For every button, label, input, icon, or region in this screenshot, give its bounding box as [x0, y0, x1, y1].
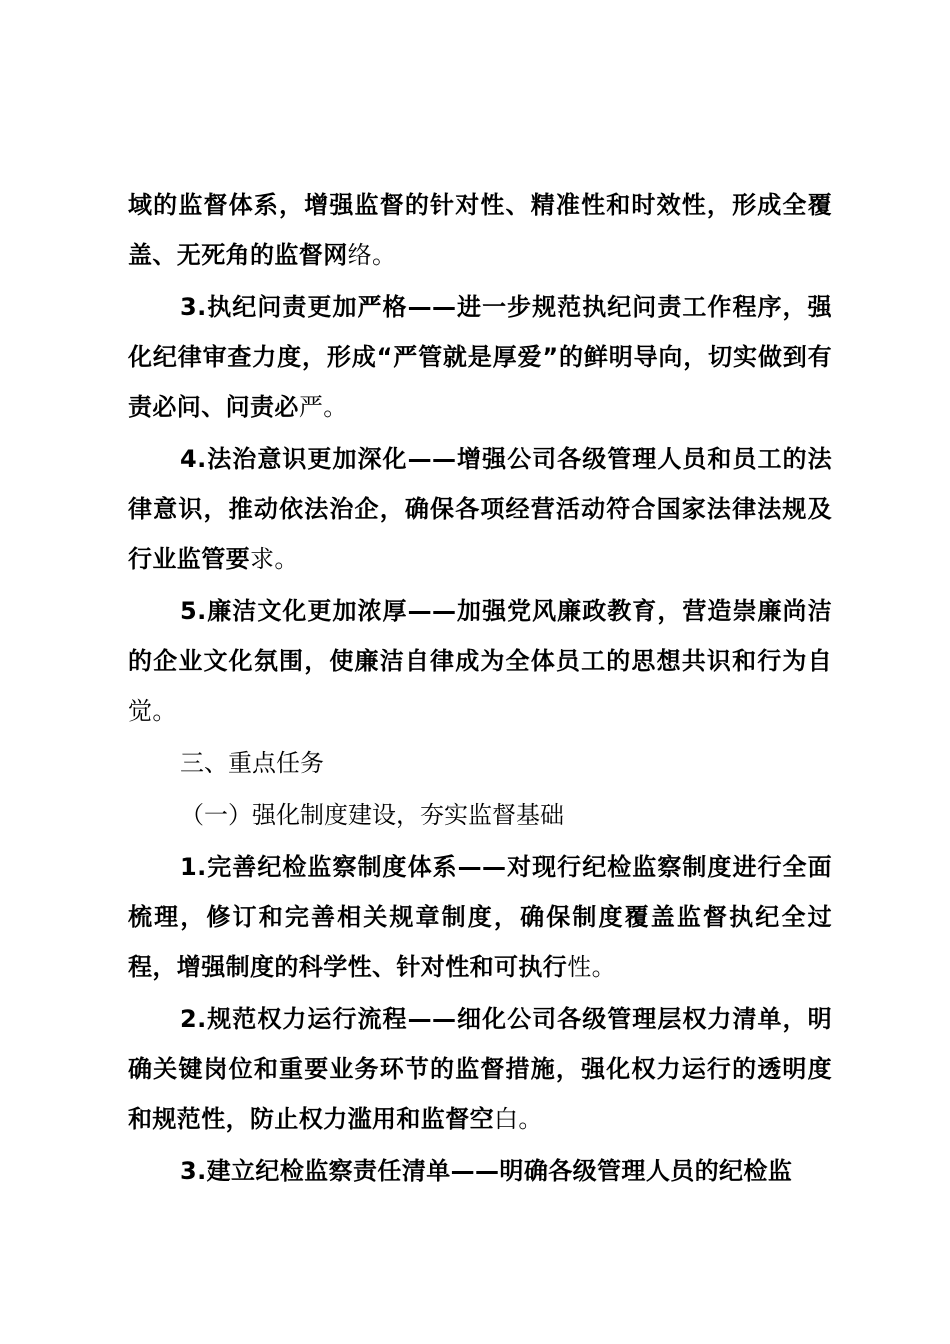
- paragraph-bold-text: 3.建立纪检监察责任清单——明确各级管理人员的纪检监: [180, 1157, 793, 1185]
- subsection-heading: （一）强化制度建设，夯实监督基础: [180, 801, 564, 829]
- paragraph-tail-text: 白。: [494, 1105, 543, 1133]
- paragraph-task-responsibility-list: [128, 1146, 832, 1196]
- paragraph-task-system: [128, 842, 832, 992]
- paragraph-bold-text: 域的监督体系，增强监督的针对性、精准性和时效性，形成全覆盖、无死角的监督网: [128, 191, 832, 269]
- paragraph-discipline-accountability: [128, 282, 832, 432]
- paragraph-bold-text: 4.法治意识更加深化——增强公司各级管理人员和员工的法律意识，推动依法治企，确保各项经营活动符合国家法律法规及行业监管要: [128, 445, 832, 573]
- paragraph-bold-text: 5.廉洁文化更加浓厚——加强党风廉政教育，营造崇廉尚洁的企业文化氛围，使廉洁自律成为全体员工的思想共识和行为自: [128, 597, 832, 675]
- paragraph-integrity-culture: [128, 586, 832, 736]
- paragraph-tail-text: 觉。: [128, 697, 177, 725]
- paragraph-tail-text: 求。: [250, 545, 299, 573]
- paragraph-bold-text: 1.完善纪检监察制度体系——对现行纪检监察制度进行全面梳理，修订和完善相关规章制度，确保制度覆盖监督执纪全过程，增强制度的科学性、针对性和可执行: [128, 853, 832, 981]
- paragraph-tail-text: 络。: [347, 241, 397, 269]
- document-page: [128, 180, 832, 1198]
- paragraph-task-power-flow: [128, 994, 832, 1144]
- section-heading: 三、重点任务: [180, 749, 324, 777]
- paragraph-supervision-system: [128, 180, 832, 280]
- paragraph-bold-text: 2.规范权力运行流程——细化公司各级管理层权力清单，明确关键岗位和重要业务环节的监督措施，强化权力运行的透明度和规范性，防止权力滥用和监督空: [128, 1005, 832, 1133]
- paragraph-tail-text: 性。: [567, 953, 617, 981]
- paragraph-tail-text: 严。: [298, 393, 348, 421]
- paragraph-rule-of-law: [128, 434, 832, 584]
- paragraph-bold-text: 3.执纪问责更加严格——进一步规范执纪问责工作程序，强化纪律审查力度，形成“严管就是厚爱”的鲜明导向，切实做到有责必问、问责必: [128, 293, 832, 421]
